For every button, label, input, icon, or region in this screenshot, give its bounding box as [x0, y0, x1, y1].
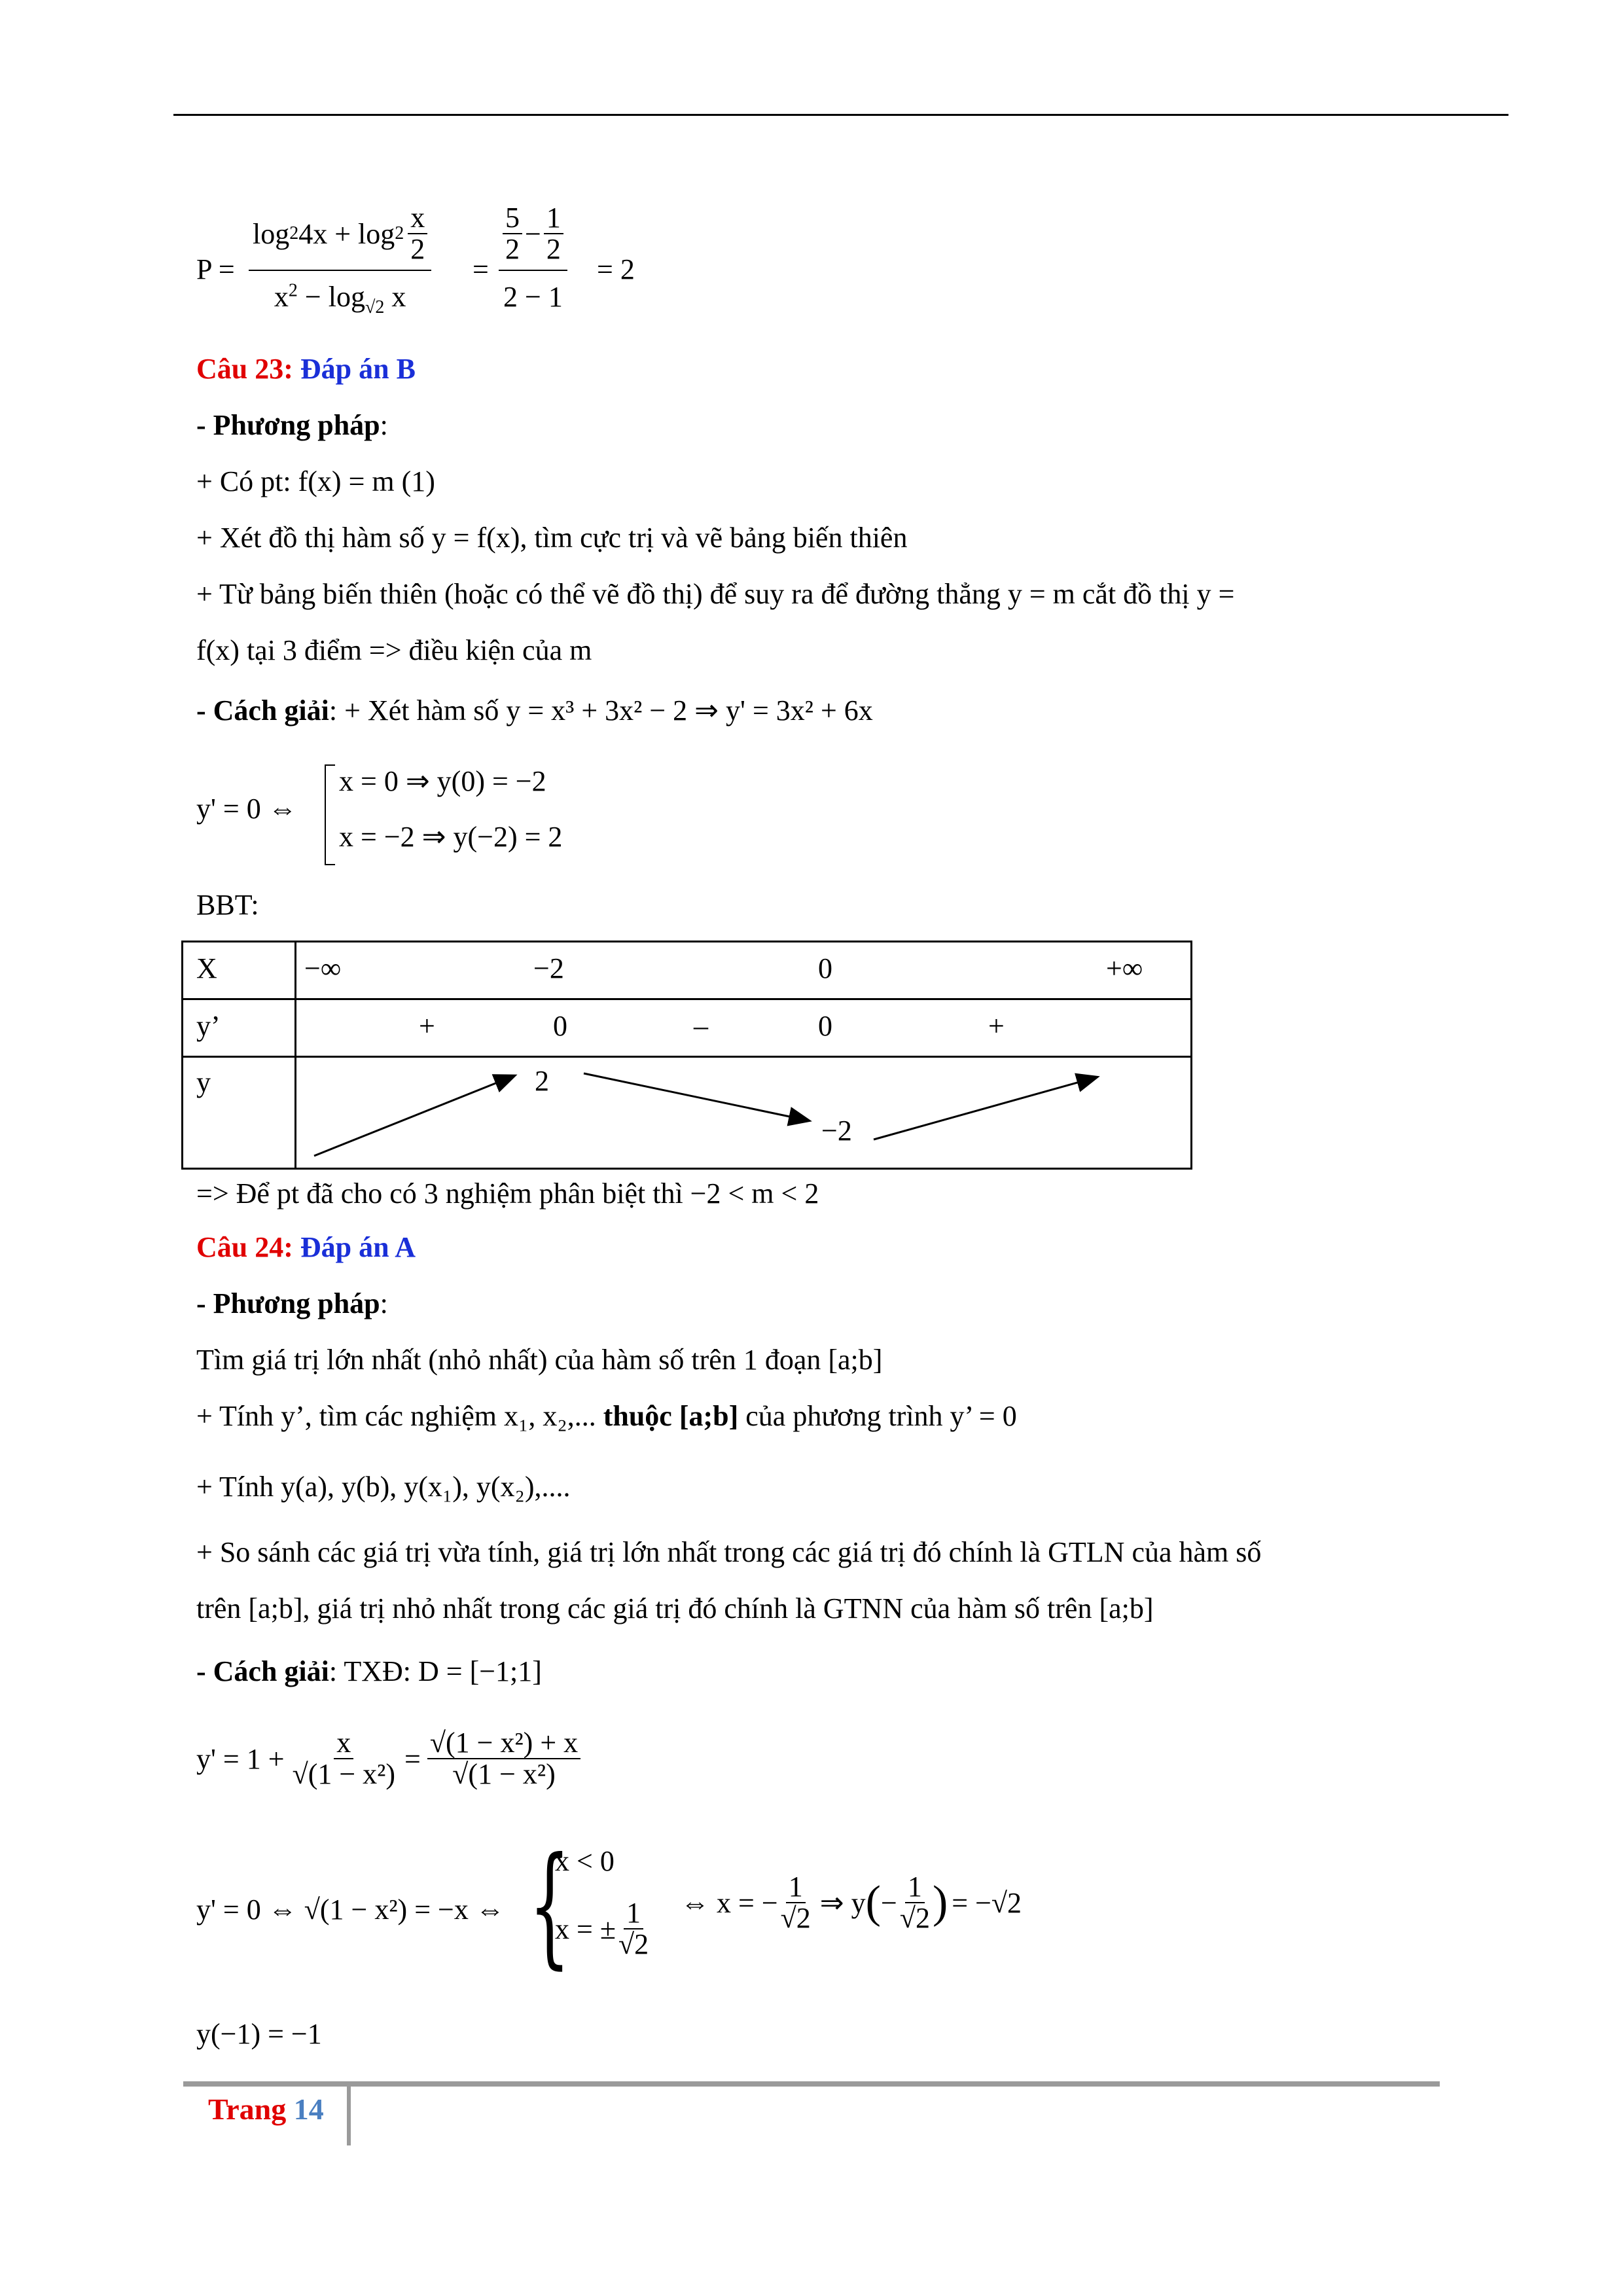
q24-method — [196, 1287, 388, 1320]
x-neg-inf: −∞ — [304, 952, 342, 984]
x-zero: 0 — [818, 952, 832, 984]
log-base: 2 — [289, 223, 299, 244]
q24-solve — [196, 1655, 542, 1688]
one-half — [544, 203, 563, 264]
p-eq: = — [473, 253, 489, 285]
frac-num: √(1 − x²) + x — [427, 1728, 580, 1759]
q23-answer: Đáp án B — [300, 353, 416, 385]
x-minus-2: −2 — [533, 952, 564, 984]
eq2-lhs: y' = 0 ⇔ √(1 − x²) = −x ⇔ — [196, 1893, 505, 1926]
q24-line3: + Tính y(a), y(b), y(x₁), y(x₂),.... — [196, 1471, 571, 1503]
page-value: 14 — [293, 2092, 324, 2126]
p-main-fraction — [249, 203, 431, 318]
line2-part-b: thuộc [a;b] — [603, 1400, 739, 1432]
q23-conclusion: => Để pt đã cho có 3 nghiệm phân biệt thì −2 < m < 2 — [196, 1177, 819, 1210]
q24-line4: + So sánh các giá trị vừa tính, giá trị lớn nhất trong các giá trị đó chính là GTLN của hàm số — [196, 1536, 1262, 1568]
yprime-lhs: y' = 1 + — [196, 1742, 285, 1775]
eq2-y-frac — [897, 1872, 933, 1933]
solve-label: - Cách giải — [196, 694, 329, 726]
q23-line2: + Xét đồ thị hàm số y = f(x), tìm cực trị và vẽ bảng biến thiên — [196, 522, 908, 554]
den-log: − log — [297, 281, 365, 314]
q24-line1: Tìm giá trị lớn nhất (nhỏ nhất) của hàm số trên 1 đoạn [a;b] — [196, 1344, 883, 1376]
den-2-minus-1: 2 − 1 — [503, 281, 563, 314]
p-numeric-fraction — [499, 203, 567, 314]
eq2-result: = −√2 — [952, 1886, 1022, 1919]
p-lhs: P = — [196, 253, 235, 285]
q23-line4: f(x) tại 3 điểm => điều kiện của m — [196, 634, 592, 666]
frac-num: 1 — [786, 1872, 806, 1903]
q24-line5: trên [a;b], giá trị nhỏ nhất trong các giá trị đó chính là GTNN của hàm số trên [a;b] — [196, 1592, 1154, 1624]
q24-line2 — [196, 1399, 1017, 1433]
q24-label: Câu 24: — [196, 1231, 293, 1263]
right-paren: ) — [932, 1877, 948, 1928]
eq2-solution — [681, 1872, 1022, 1933]
eq2-mid: ⇔ x = − — [681, 1886, 778, 1919]
system-line-1: x < 0 — [555, 1845, 615, 1877]
row-label-yprime: y’ — [196, 1010, 221, 1042]
one-over-root2 — [616, 1898, 651, 1960]
yprime-plus-2: + — [988, 1010, 1005, 1042]
line2-part-a: + Tính y’, tìm các nghiệm x₁, x₂,... — [196, 1400, 603, 1432]
frac-num: 1 — [905, 1872, 925, 1903]
den-x: x — [274, 281, 289, 314]
minus-sign: − — [525, 217, 541, 250]
eq2-y-minus: − — [880, 1886, 897, 1919]
table-row-yprime — [183, 1000, 1190, 1058]
den-sub: √2 — [365, 297, 385, 318]
method-label: - Phương pháp — [196, 1287, 380, 1319]
frac-den: 2 — [410, 233, 425, 266]
y-max-value: 2 — [535, 1065, 549, 1097]
case-2: x = −2 ⇒ y(−2) = 2 — [339, 821, 563, 853]
frac-num: 1 — [544, 203, 563, 234]
q23-method — [196, 408, 388, 442]
log-text: log — [253, 217, 290, 250]
frac-den: √(1 − x²) — [292, 1758, 396, 1791]
method-label: - Phương pháp — [196, 409, 380, 441]
row-label-y: y — [196, 1066, 211, 1098]
plus-minus: x = ± — [555, 1912, 616, 1945]
eq2-y: ⇒ y — [819, 1886, 866, 1919]
yprime-frac-2 — [427, 1728, 580, 1789]
bbt-label: BBT: — [196, 889, 259, 921]
yprime-zero-2: 0 — [818, 1010, 832, 1042]
frac-den: 2 — [505, 233, 520, 266]
q23-solve — [196, 694, 873, 727]
log-mid: 4x + log — [298, 217, 395, 250]
solve-text: : TXĐ: D = [−1;1] — [329, 1655, 542, 1687]
p-result: = 2 — [597, 253, 635, 285]
q23-heading — [196, 352, 416, 386]
system-line-2 — [555, 1898, 651, 1960]
frac-num: x — [334, 1728, 353, 1759]
frac-den: √2 — [899, 1902, 930, 1935]
yprime-plus-1: + — [419, 1010, 435, 1042]
y-min-value: −2 — [821, 1115, 852, 1147]
method-colon: : — [380, 409, 388, 441]
footer-rule — [183, 2081, 1440, 2087]
system-brace: { — [529, 1829, 571, 1982]
page-number — [208, 2092, 324, 2126]
line2-part-c: của phương trình y’ = 0 — [738, 1400, 1017, 1432]
arrow-up-2 — [874, 1077, 1096, 1139]
solve-formula: y = x³ + 3x² − 2 ⇒ y' = 3x² + 6x — [506, 694, 873, 726]
yprime-zero-1: 0 — [553, 1010, 567, 1042]
variation-arrows — [183, 1058, 1190, 1169]
case-bracket — [325, 764, 335, 865]
yprime-minus: – — [694, 1010, 708, 1042]
frac-den: √2 — [780, 1902, 811, 1935]
left-paren: ( — [865, 1877, 881, 1928]
frac-den: 2 — [546, 233, 561, 266]
q23-line1: + Có pt: f(x) = m (1) — [196, 465, 435, 497]
frac-den: √2 — [618, 1928, 649, 1961]
yprime-eq: = — [404, 1742, 421, 1775]
page-label: Trang — [208, 2092, 287, 2126]
header-rule — [173, 114, 1508, 116]
arrow-down — [584, 1073, 808, 1121]
q24-heading — [196, 1230, 416, 1264]
variation-table — [181, 941, 1192, 1170]
yprime-frac-1 — [290, 1728, 398, 1789]
solve-label: - Cách giải — [196, 1655, 329, 1687]
solve-text: : + Xét hàm số — [329, 694, 507, 726]
den-sup: 2 — [288, 280, 298, 301]
footer-separator — [347, 2087, 351, 2145]
arrow-up-1 — [314, 1076, 514, 1156]
x-pos-inf: +∞ — [1106, 952, 1143, 984]
frac-den: √(1 − x²) — [452, 1758, 556, 1791]
method-colon: : — [380, 1287, 388, 1319]
row-label-x: X — [196, 952, 217, 984]
frac-num: 5 — [503, 203, 522, 234]
deriv-lhs: y' = 0 ⇔ — [196, 793, 297, 825]
frac-num: x — [408, 203, 427, 234]
q24-answer: Đáp án A — [300, 1231, 416, 1263]
five-halves — [503, 203, 522, 264]
frac-num: 1 — [624, 1898, 643, 1929]
y-at-minus-1: y(−1) = −1 — [196, 2018, 322, 2050]
den-tail: x — [384, 281, 406, 314]
case-1: x = 0 ⇒ y(0) = −2 — [339, 765, 546, 797]
q23-label: Câu 23: — [196, 353, 293, 385]
yprime-formula — [196, 1728, 580, 1789]
x-over-2 — [408, 203, 427, 264]
eq2-frac — [778, 1872, 813, 1933]
log-base-2: 2 — [395, 223, 404, 244]
q23-line3: + Từ bảng biến thiên (hoặc có thể vẽ đồ thị) để suy ra để đường thẳng y = m cắt đồ thị y = — [196, 578, 1235, 610]
